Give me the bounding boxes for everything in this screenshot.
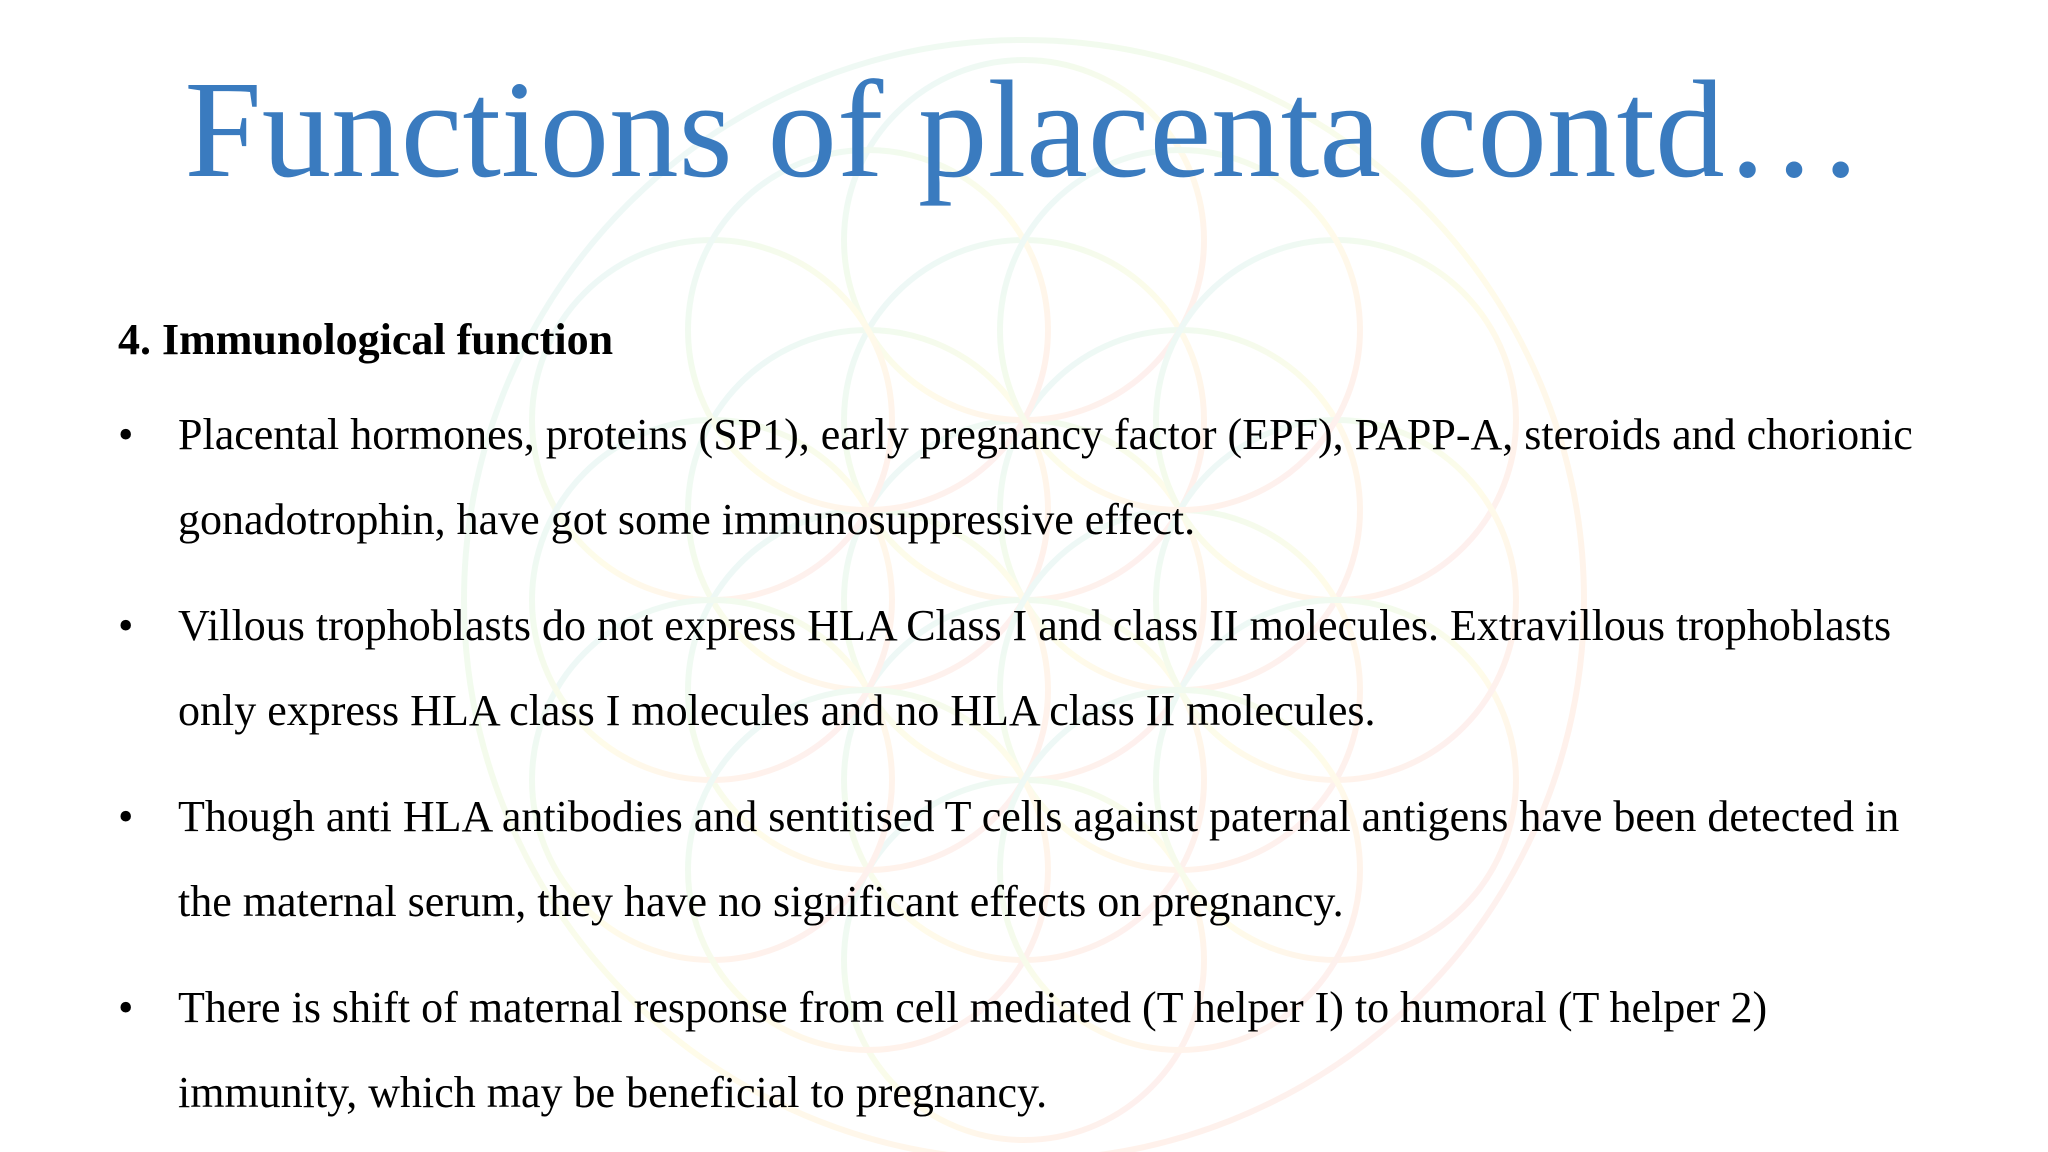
bullet-text: Though anti HLA antibodies and sentitised T cells against paternal antigens have been detected in the maternal serum, they have no significant effects on pregnancy.	[178, 792, 1900, 926]
bullet-icon: •	[118, 410, 134, 459]
bullet-icon: •	[118, 601, 134, 650]
bullet-item	[118, 774, 1948, 944]
bullet-icon: •	[118, 792, 134, 841]
bullet-text: Placental hormones, proteins (SP1), early pregnancy factor (EPF), PAPP-A, steroids and chorionic gonadotrophin, have got some immunosuppressive effect.	[178, 410, 1913, 544]
bullet-item	[118, 965, 1948, 1135]
bullet-item	[118, 583, 1948, 753]
slide-title: Functions of placenta contd…	[184, 53, 1864, 207]
section-heading: 4. Immunological function	[118, 315, 614, 364]
slide-body	[118, 310, 1948, 1152]
bullet-text: There is shift of maternal response from cell mediated (T helper I) to humoral (T helper 2) immunity, which may be beneficial to pregnancy.	[178, 983, 1768, 1117]
bullet-list	[118, 392, 1948, 1135]
bullet-item	[118, 392, 1948, 562]
bullet-text: Villous trophoblasts do not express HLA Class I and class II molecules. Extravillous trophoblasts only express HLA class I molecules and no HLA class II molecules.	[178, 601, 1892, 735]
bullet-icon: •	[118, 983, 134, 1032]
